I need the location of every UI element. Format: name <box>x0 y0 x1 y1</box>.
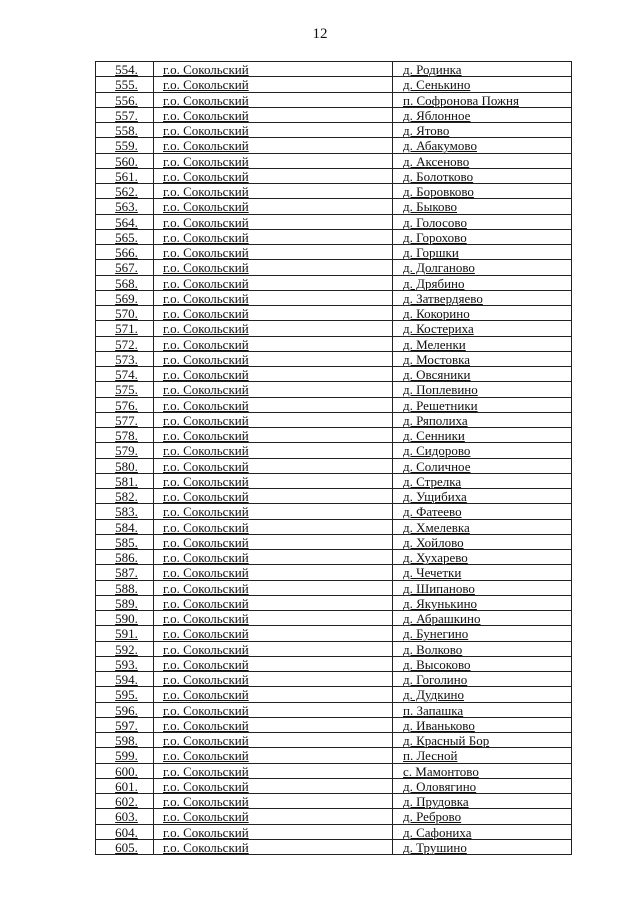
row-number-cell: 574. <box>96 367 154 381</box>
row-number-cell: 560. <box>96 154 154 168</box>
settlement-cell: д. Иваньково <box>393 718 572 732</box>
settlement-cell: д. Хойлово <box>393 535 572 549</box>
district-cell: г.о. Сокольский <box>154 382 393 396</box>
district-cell: г.о. Сокольский <box>154 718 393 732</box>
row-number-cell: 582. <box>96 489 154 503</box>
table-row <box>96 687 572 702</box>
row-number-cell: 599. <box>96 748 154 762</box>
table-row <box>96 367 572 382</box>
settlement-cell: п. Софронова Пожня <box>393 93 572 107</box>
settlement-cell: д. Шипаново <box>393 581 572 595</box>
table-row <box>96 169 572 184</box>
table-row <box>96 382 572 397</box>
row-number-cell: 568. <box>96 276 154 290</box>
table-row <box>96 520 572 535</box>
table-row <box>96 779 572 794</box>
row-number-cell: 570. <box>96 306 154 320</box>
settlement-cell: д. Аксеново <box>393 154 572 168</box>
district-cell: г.о. Сокольский <box>154 199 393 213</box>
district-cell: г.о. Сокольский <box>154 62 393 76</box>
settlement-cell: д. Трушино <box>393 840 572 854</box>
settlement-cell: д. Абрашкино <box>393 611 572 625</box>
table-row <box>96 550 572 565</box>
settlement-cell: д. Фатеево <box>393 504 572 518</box>
district-cell: г.о. Сокольский <box>154 748 393 762</box>
table-row <box>96 672 572 687</box>
district-cell: г.о. Сокольский <box>154 825 393 839</box>
settlement-cell: д. Поплевино <box>393 382 572 396</box>
settlement-cell: д. Решетники <box>393 398 572 412</box>
settlement-cell: д. Быково <box>393 199 572 213</box>
district-cell: г.о. Сокольский <box>154 459 393 473</box>
settlement-cell: д. Реброво <box>393 809 572 823</box>
district-cell: г.о. Сокольский <box>154 123 393 137</box>
district-cell: г.о. Сокольский <box>154 611 393 625</box>
row-number-cell: 589. <box>96 596 154 610</box>
district-cell: г.о. Сокольский <box>154 321 393 335</box>
settlement-cell: д. Сафониха <box>393 825 572 839</box>
district-cell: г.о. Сокольский <box>154 169 393 183</box>
page-number: 12 <box>312 26 328 42</box>
row-number-cell: 595. <box>96 687 154 701</box>
table-row <box>96 62 572 77</box>
row-number-cell: 602. <box>96 794 154 808</box>
row-number-cell: 562. <box>96 184 154 198</box>
settlement-cell: д. Высоково <box>393 657 572 671</box>
row-number-cell: 596. <box>96 703 154 717</box>
district-cell: г.о. Сокольский <box>154 77 393 91</box>
settlement-cell: д. Овсяники <box>393 367 572 381</box>
row-number-cell: 554. <box>96 62 154 76</box>
district-cell: г.о. Сокольский <box>154 428 393 442</box>
district-cell: г.о. Сокольский <box>154 657 393 671</box>
district-cell: г.о. Сокольский <box>154 764 393 778</box>
settlement-cell: д. Гоголино <box>393 672 572 686</box>
table-row <box>96 123 572 138</box>
settlement-cell: д. Хухарево <box>393 550 572 564</box>
row-number-cell: 566. <box>96 245 154 259</box>
row-number-cell: 561. <box>96 169 154 183</box>
table-row <box>96 108 572 123</box>
district-cell: г.о. Сокольский <box>154 489 393 503</box>
district-cell: г.о. Сокольский <box>154 626 393 640</box>
table-row <box>96 474 572 489</box>
table-row <box>96 215 572 230</box>
settlement-cell: п. Лесной <box>393 748 572 762</box>
district-cell: г.о. Сокольский <box>154 154 393 168</box>
settlement-cell: д. Родинка <box>393 62 572 76</box>
settlements-table <box>95 61 572 855</box>
district-cell: г.о. Сокольский <box>154 93 393 107</box>
settlement-cell: д. Ятово <box>393 123 572 137</box>
row-number-cell: 564. <box>96 215 154 229</box>
row-number-cell: 569. <box>96 291 154 305</box>
table-row <box>96 260 572 275</box>
table-row <box>96 428 572 443</box>
row-number-cell: 556. <box>96 93 154 107</box>
table-row <box>96 337 572 352</box>
settlement-cell: д. Сидорово <box>393 443 572 457</box>
settlement-cell: д. Бунегино <box>393 626 572 640</box>
district-cell: г.о. Сокольский <box>154 535 393 549</box>
settlement-cell: д. Оловягино <box>393 779 572 793</box>
table-row <box>96 199 572 214</box>
district-cell: г.о. Сокольский <box>154 596 393 610</box>
district-cell: г.о. Сокольский <box>154 581 393 595</box>
district-cell: г.о. Сокольский <box>154 245 393 259</box>
table-row <box>96 398 572 413</box>
row-number-cell: 593. <box>96 657 154 671</box>
row-number-cell: 591. <box>96 626 154 640</box>
table-row <box>96 718 572 733</box>
table-row <box>96 93 572 108</box>
district-cell: г.о. Сокольский <box>154 306 393 320</box>
district-cell: г.о. Сокольский <box>154 504 393 518</box>
row-number-cell: 592. <box>96 642 154 656</box>
table-row <box>96 581 572 596</box>
district-cell: г.о. Сокольский <box>154 215 393 229</box>
district-cell: г.о. Сокольский <box>154 184 393 198</box>
table-row <box>96 657 572 672</box>
table-row <box>96 626 572 641</box>
row-number-cell: 605. <box>96 840 154 854</box>
row-number-cell: 572. <box>96 337 154 351</box>
row-number-cell: 588. <box>96 581 154 595</box>
district-cell: г.о. Сокольский <box>154 352 393 366</box>
settlement-cell: д. Меленки <box>393 337 572 351</box>
table-row <box>96 825 572 840</box>
row-number-cell: 557. <box>96 108 154 122</box>
table-row <box>96 77 572 92</box>
row-number-cell: 584. <box>96 520 154 534</box>
settlement-cell: д. Затвердяево <box>393 291 572 305</box>
table-row <box>96 596 572 611</box>
table-row <box>96 443 572 458</box>
table-row <box>96 703 572 718</box>
table-row <box>96 535 572 550</box>
table-row <box>96 138 572 153</box>
row-number-cell: 585. <box>96 535 154 549</box>
settlement-cell: д. Дудкино <box>393 687 572 701</box>
row-number-cell: 604. <box>96 825 154 839</box>
table-row <box>96 306 572 321</box>
district-cell: г.о. Сокольский <box>154 565 393 579</box>
row-number-cell: 563. <box>96 199 154 213</box>
table-row <box>96 809 572 824</box>
row-number-cell: 577. <box>96 413 154 427</box>
settlement-cell: д. Соличное <box>393 459 572 473</box>
district-cell: г.о. Сокольский <box>154 367 393 381</box>
table-row <box>96 764 572 779</box>
settlement-cell: д. Боровково <box>393 184 572 198</box>
row-number-cell: 587. <box>96 565 154 579</box>
row-number-cell: 583. <box>96 504 154 518</box>
district-cell: г.о. Сокольский <box>154 703 393 717</box>
row-number-cell: 580. <box>96 459 154 473</box>
district-cell: г.о. Сокольский <box>154 520 393 534</box>
settlement-cell: д. Дрябино <box>393 276 572 290</box>
row-number-cell: 586. <box>96 550 154 564</box>
settlement-cell: д. Абакумово <box>393 138 572 152</box>
settlement-cell: д. Стрелка <box>393 474 572 488</box>
table-row <box>96 154 572 169</box>
table-row <box>96 245 572 260</box>
district-cell: г.о. Сокольский <box>154 443 393 457</box>
settlement-cell: д. Сенькино <box>393 77 572 91</box>
row-number-cell: 576. <box>96 398 154 412</box>
district-cell: г.о. Сокольский <box>154 230 393 244</box>
district-cell: г.о. Сокольский <box>154 138 393 152</box>
settlement-cell: с. Мамонтово <box>393 764 572 778</box>
district-cell: г.о. Сокольский <box>154 398 393 412</box>
settlement-cell: д. Горшки <box>393 245 572 259</box>
row-number-cell: 555. <box>96 77 154 91</box>
district-cell: г.о. Сокольский <box>154 809 393 823</box>
table-row <box>96 489 572 504</box>
table-row <box>96 276 572 291</box>
district-cell: г.о. Сокольский <box>154 672 393 686</box>
settlement-cell: д. Болотково <box>393 169 572 183</box>
table-row <box>96 611 572 626</box>
table-row <box>96 352 572 367</box>
settlement-cell: д. Сенники <box>393 428 572 442</box>
settlement-cell: д. Якунькино <box>393 596 572 610</box>
row-number-cell: 600. <box>96 764 154 778</box>
district-cell: г.о. Сокольский <box>154 687 393 701</box>
settlement-cell: п. Запашка <box>393 703 572 717</box>
row-number-cell: 590. <box>96 611 154 625</box>
settlement-cell: д. Голосово <box>393 215 572 229</box>
row-number-cell: 581. <box>96 474 154 488</box>
table-row <box>96 748 572 763</box>
table-row <box>96 642 572 657</box>
settlement-cell: д. Чечетки <box>393 565 572 579</box>
row-number-cell: 559. <box>96 138 154 152</box>
district-cell: г.о. Сокольский <box>154 642 393 656</box>
row-number-cell: 575. <box>96 382 154 396</box>
settlement-cell: д. Волково <box>393 642 572 656</box>
table-row <box>96 291 572 306</box>
settlement-cell: д. Долганово <box>393 260 572 274</box>
row-number-cell: 598. <box>96 733 154 747</box>
district-cell: г.о. Сокольский <box>154 413 393 427</box>
district-cell: г.о. Сокольский <box>154 550 393 564</box>
row-number-cell: 578. <box>96 428 154 442</box>
row-number-cell: 565. <box>96 230 154 244</box>
district-cell: г.о. Сокольский <box>154 733 393 747</box>
settlement-cell: д. Горохово <box>393 230 572 244</box>
table-row <box>96 504 572 519</box>
row-number-cell: 558. <box>96 123 154 137</box>
district-cell: г.о. Сокольский <box>154 276 393 290</box>
district-cell: г.о. Сокольский <box>154 779 393 793</box>
row-number-cell: 571. <box>96 321 154 335</box>
district-cell: г.о. Сокольский <box>154 794 393 808</box>
table-row <box>96 565 572 580</box>
district-cell: г.о. Сокольский <box>154 337 393 351</box>
row-number-cell: 579. <box>96 443 154 457</box>
district-cell: г.о. Сокольский <box>154 840 393 854</box>
row-number-cell: 567. <box>96 260 154 274</box>
table-row <box>96 321 572 336</box>
table-row <box>96 413 572 428</box>
table-row <box>96 230 572 245</box>
district-cell: г.о. Сокольский <box>154 108 393 122</box>
settlement-cell: д. Прудовка <box>393 794 572 808</box>
settlement-cell: д. Ряполиха <box>393 413 572 427</box>
row-number-cell: 601. <box>96 779 154 793</box>
row-number-cell: 603. <box>96 809 154 823</box>
table-row <box>96 733 572 748</box>
district-cell: г.о. Сокольский <box>154 260 393 274</box>
settlement-cell: д. Яблонное <box>393 108 572 122</box>
settlement-cell: д. Хмелевка <box>393 520 572 534</box>
table-row <box>96 794 572 809</box>
row-number-cell: 597. <box>96 718 154 732</box>
district-cell: г.о. Сокольский <box>154 474 393 488</box>
table-row <box>96 184 572 199</box>
settlement-cell: д. Ущибиха <box>393 489 572 503</box>
settlement-cell: д. Красный Бор <box>393 733 572 747</box>
table-row <box>96 459 572 474</box>
table-row <box>96 840 572 855</box>
settlement-cell: д. Кокорино <box>393 306 572 320</box>
settlement-cell: д. Костериха <box>393 321 572 335</box>
settlement-cell: д. Мостовка <box>393 352 572 366</box>
row-number-cell: 594. <box>96 672 154 686</box>
row-number-cell: 573. <box>96 352 154 366</box>
district-cell: г.о. Сокольский <box>154 291 393 305</box>
